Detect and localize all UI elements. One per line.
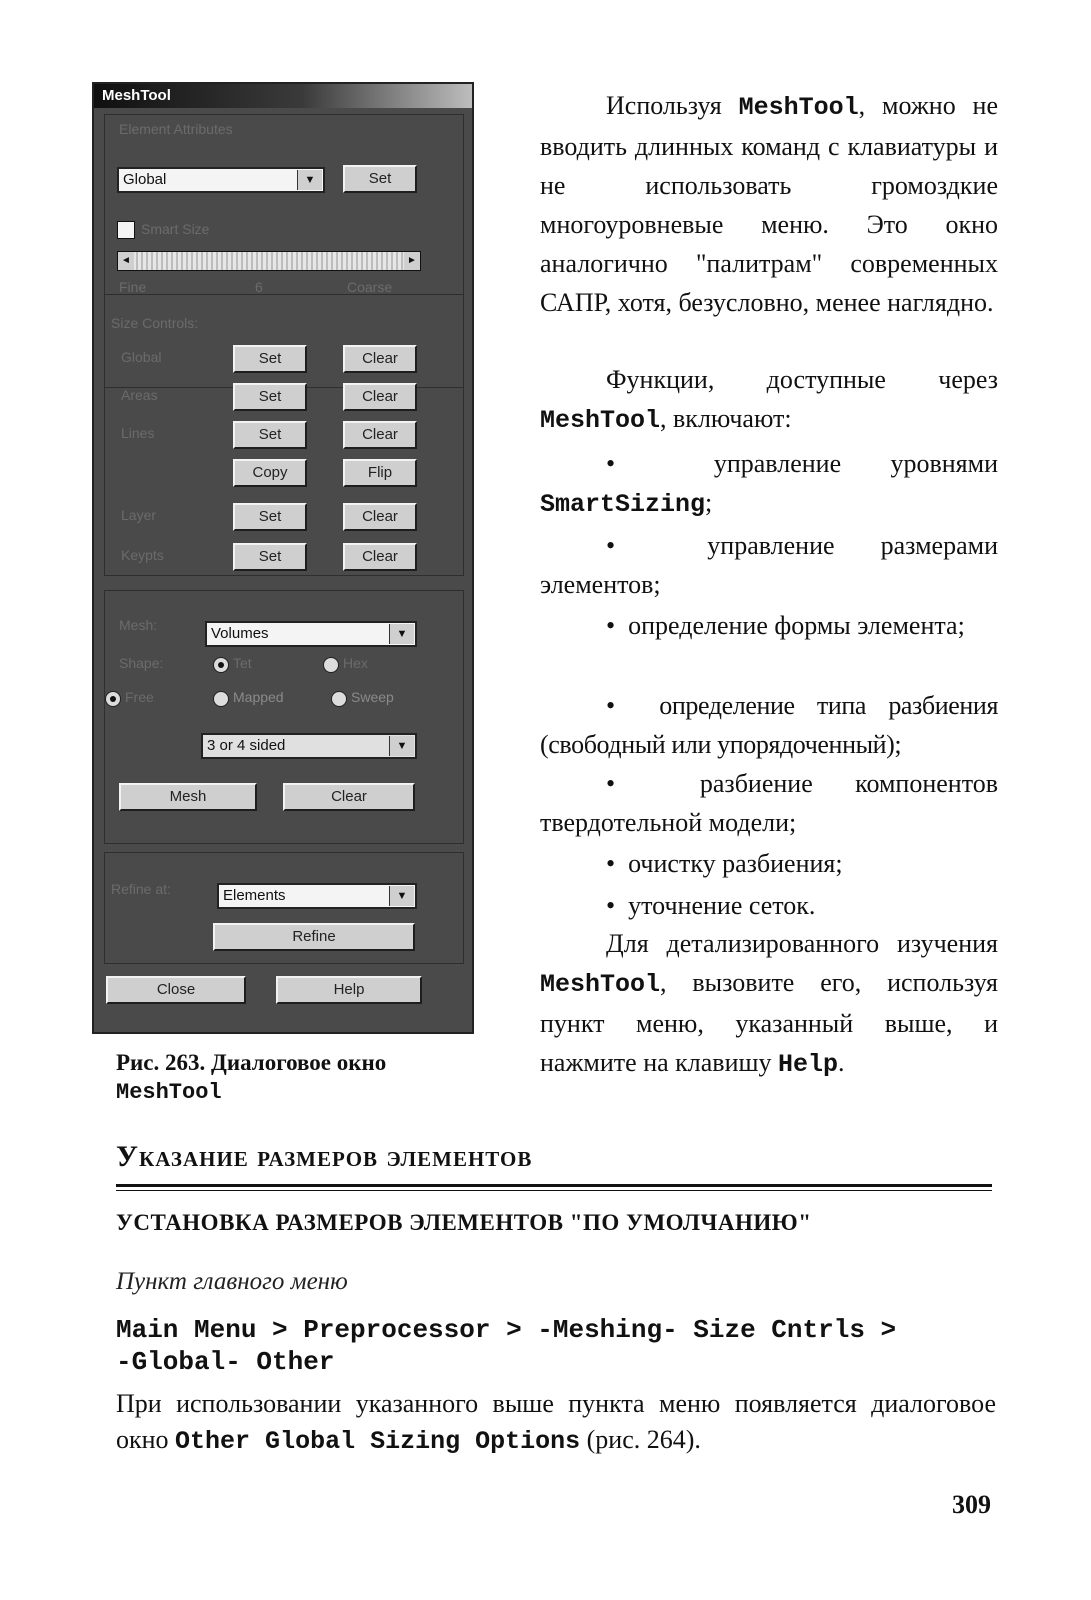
global-label: Global: [121, 349, 162, 365]
refine-at-value: Elements: [223, 887, 286, 904]
chevron-down-icon: ▼: [389, 736, 414, 756]
shape-hex-label: Hex: [343, 655, 368, 671]
text: , можно не вводить длинных команд с клавиатуры и не использовать громоздкие многоуровневые меню. Это окно аналогично "палитрам" современных САПР, хотя, безусловно, менее наглядно.: [540, 91, 999, 317]
refine-section: [104, 852, 464, 964]
lines-label: Lines: [121, 425, 155, 441]
shape-hex-radio[interactable]: [323, 657, 339, 673]
areas-set-button[interactable]: Set: [233, 383, 307, 411]
bullet-1: [540, 444, 998, 524]
caption-line-1: Рис. 263. Диалоговое окно: [116, 1050, 387, 1075]
bullet-icon: •: [606, 691, 660, 720]
bullet-icon: •: [606, 769, 700, 798]
text: , вызовите его, используя пункт меню, указанный выше, и нажмите на клавишу: [540, 968, 998, 1077]
refine-at-select[interactable]: [217, 883, 417, 909]
chevron-left-icon[interactable]: ◄: [118, 252, 134, 270]
text: управление размерами элементов;: [540, 531, 998, 599]
chevron-down-icon: ▼: [389, 624, 414, 644]
shape-label: Shape:: [119, 655, 164, 671]
bullet-5: [540, 764, 998, 842]
close-button[interactable]: Close: [106, 976, 246, 1004]
sided-value: 3 or 4 sided: [207, 737, 286, 754]
final-paragraph: [116, 1386, 996, 1460]
size-level-slider[interactable]: [117, 251, 421, 271]
layer-set-button[interactable]: Set: [233, 503, 307, 531]
dialog-name-term: Other Global Sizing Options: [175, 1427, 581, 1456]
text: очистку разбиения;: [628, 849, 843, 878]
text: Функции, доступные через: [606, 365, 998, 394]
mesh-type-value: Volumes: [211, 625, 269, 642]
section-title: Указание размеров элементов: [116, 1140, 533, 1173]
meshtool-term: MeshTool: [540, 970, 661, 999]
sweep-label: Sweep: [351, 689, 394, 705]
areas-label: Areas: [121, 387, 158, 403]
help-button[interactable]: Help: [276, 976, 422, 1004]
text: Для детализированного изучения: [606, 929, 998, 958]
chevron-down-icon: ▼: [389, 886, 414, 906]
mapped-label: Mapped: [233, 689, 284, 705]
shape-tet-label: Tet: [233, 655, 252, 671]
flip-button[interactable]: Flip: [343, 459, 417, 487]
areas-clear-button[interactable]: Clear: [343, 383, 417, 411]
text: разбиение компонентов твердотельной модели;: [540, 769, 998, 837]
detail-paragraph: [540, 924, 998, 1084]
meshtool-dialog: [92, 82, 474, 1034]
chevron-down-icon: ▼: [297, 170, 322, 190]
mapped-radio[interactable]: [213, 691, 229, 707]
element-attributes-value: Global: [123, 171, 167, 188]
text: Используя: [606, 91, 739, 120]
size-controls-section: [104, 294, 464, 576]
shape-tet-radio[interactable]: [213, 657, 229, 673]
lines-set-button[interactable]: Set: [233, 421, 307, 449]
layer-clear-button[interactable]: Clear: [343, 503, 417, 531]
sided-select[interactable]: [201, 733, 417, 759]
smart-size-checkbox[interactable]: [117, 221, 135, 239]
mesh-clear-button[interactable]: Clear: [283, 783, 415, 811]
bullet-icon: •: [606, 449, 714, 478]
dialog-title: MeshTool: [102, 87, 171, 104]
menu-item-label: Пункт главного меню: [116, 1268, 348, 1295]
text: уточнение сеток.: [628, 891, 816, 920]
bullet-icon: •: [606, 891, 629, 920]
slider-value-label: 6: [255, 279, 263, 295]
refine-at-label: Refine at:: [111, 881, 171, 897]
chevron-right-icon[interactable]: ►: [404, 252, 420, 270]
keypts-label: Keypts: [121, 547, 164, 563]
page-number: 309: [952, 1490, 991, 1519]
text: управление уровнями: [713, 449, 998, 478]
bullet-6: [606, 844, 843, 883]
free-label: Free: [125, 689, 154, 705]
refine-button[interactable]: Refine: [213, 923, 415, 951]
bullet-icon: •: [606, 849, 629, 878]
meshtool-term: MeshTool: [738, 93, 859, 122]
set-attributes-button[interactable]: Set: [343, 165, 417, 193]
intro-paragraph-1: [540, 86, 998, 322]
keypts-set-button[interactable]: Set: [233, 543, 307, 571]
intro-paragraph-2: [540, 360, 998, 440]
help-term: Help: [778, 1050, 839, 1079]
element-attributes-label: Element Attributes: [119, 121, 233, 137]
section-rule: [116, 1184, 992, 1187]
bullet-icon: •: [606, 531, 708, 560]
subsection-title: УСТАНОВКА РАЗМЕРОВ ЭЛЕМЕНТОВ "ПО УМОЛЧАНИЮ": [116, 1210, 812, 1235]
bullet-7: [606, 886, 815, 925]
global-set-button[interactable]: Set: [233, 345, 307, 373]
text: ;: [705, 488, 713, 517]
text: определение типа разбиения (свободный или упорядоченный);: [540, 691, 998, 759]
slider-fine-label: Fine: [119, 279, 147, 295]
mesh-button[interactable]: Mesh: [119, 783, 257, 811]
text: (рис. 264).: [580, 1425, 701, 1454]
menu-path: [116, 1314, 996, 1378]
bullet-3: [540, 606, 998, 645]
menu-path-line-2: -Global- Other: [116, 1347, 335, 1377]
mesh-type-select[interactable]: [205, 621, 417, 647]
slider-coarse-label: Coarse: [347, 279, 393, 295]
free-radio[interactable]: [105, 691, 121, 707]
smart-size-label: Smart Size: [141, 221, 210, 237]
caption-line-2: MeshTool: [116, 1080, 222, 1105]
mesh-section: [104, 590, 464, 844]
text: .: [838, 1048, 845, 1077]
size-controls-label: Size Controls:: [111, 315, 199, 331]
meshtool-term: MeshTool: [540, 406, 661, 435]
bullet-icon: •: [606, 611, 629, 640]
bullet-4: [540, 686, 998, 764]
figure-caption: [116, 1048, 386, 1108]
section-rule-thin: [116, 1190, 992, 1191]
text: При использовании указанного выше пункта меню появляется диалоговое окно: [116, 1389, 996, 1454]
element-attributes-select[interactable]: [117, 167, 325, 193]
sweep-radio[interactable]: [331, 691, 347, 707]
keypts-clear-button[interactable]: Clear: [343, 543, 417, 571]
bullet-2: [540, 526, 998, 604]
text: , включают:: [660, 404, 792, 433]
copy-button[interactable]: Copy: [233, 459, 307, 487]
lines-clear-button[interactable]: Clear: [343, 421, 417, 449]
layer-label: Layer: [121, 507, 157, 523]
text: определение формы элемента;: [628, 611, 965, 640]
global-clear-button[interactable]: Clear: [343, 345, 417, 373]
title-bar: [94, 84, 472, 108]
smartsizing-term: SmartSizing: [540, 490, 706, 519]
mesh-label: Mesh:: [119, 617, 158, 633]
menu-path-line-1: Main Menu > Preprocessor > -Meshing- Size Cntrls >: [116, 1315, 897, 1345]
